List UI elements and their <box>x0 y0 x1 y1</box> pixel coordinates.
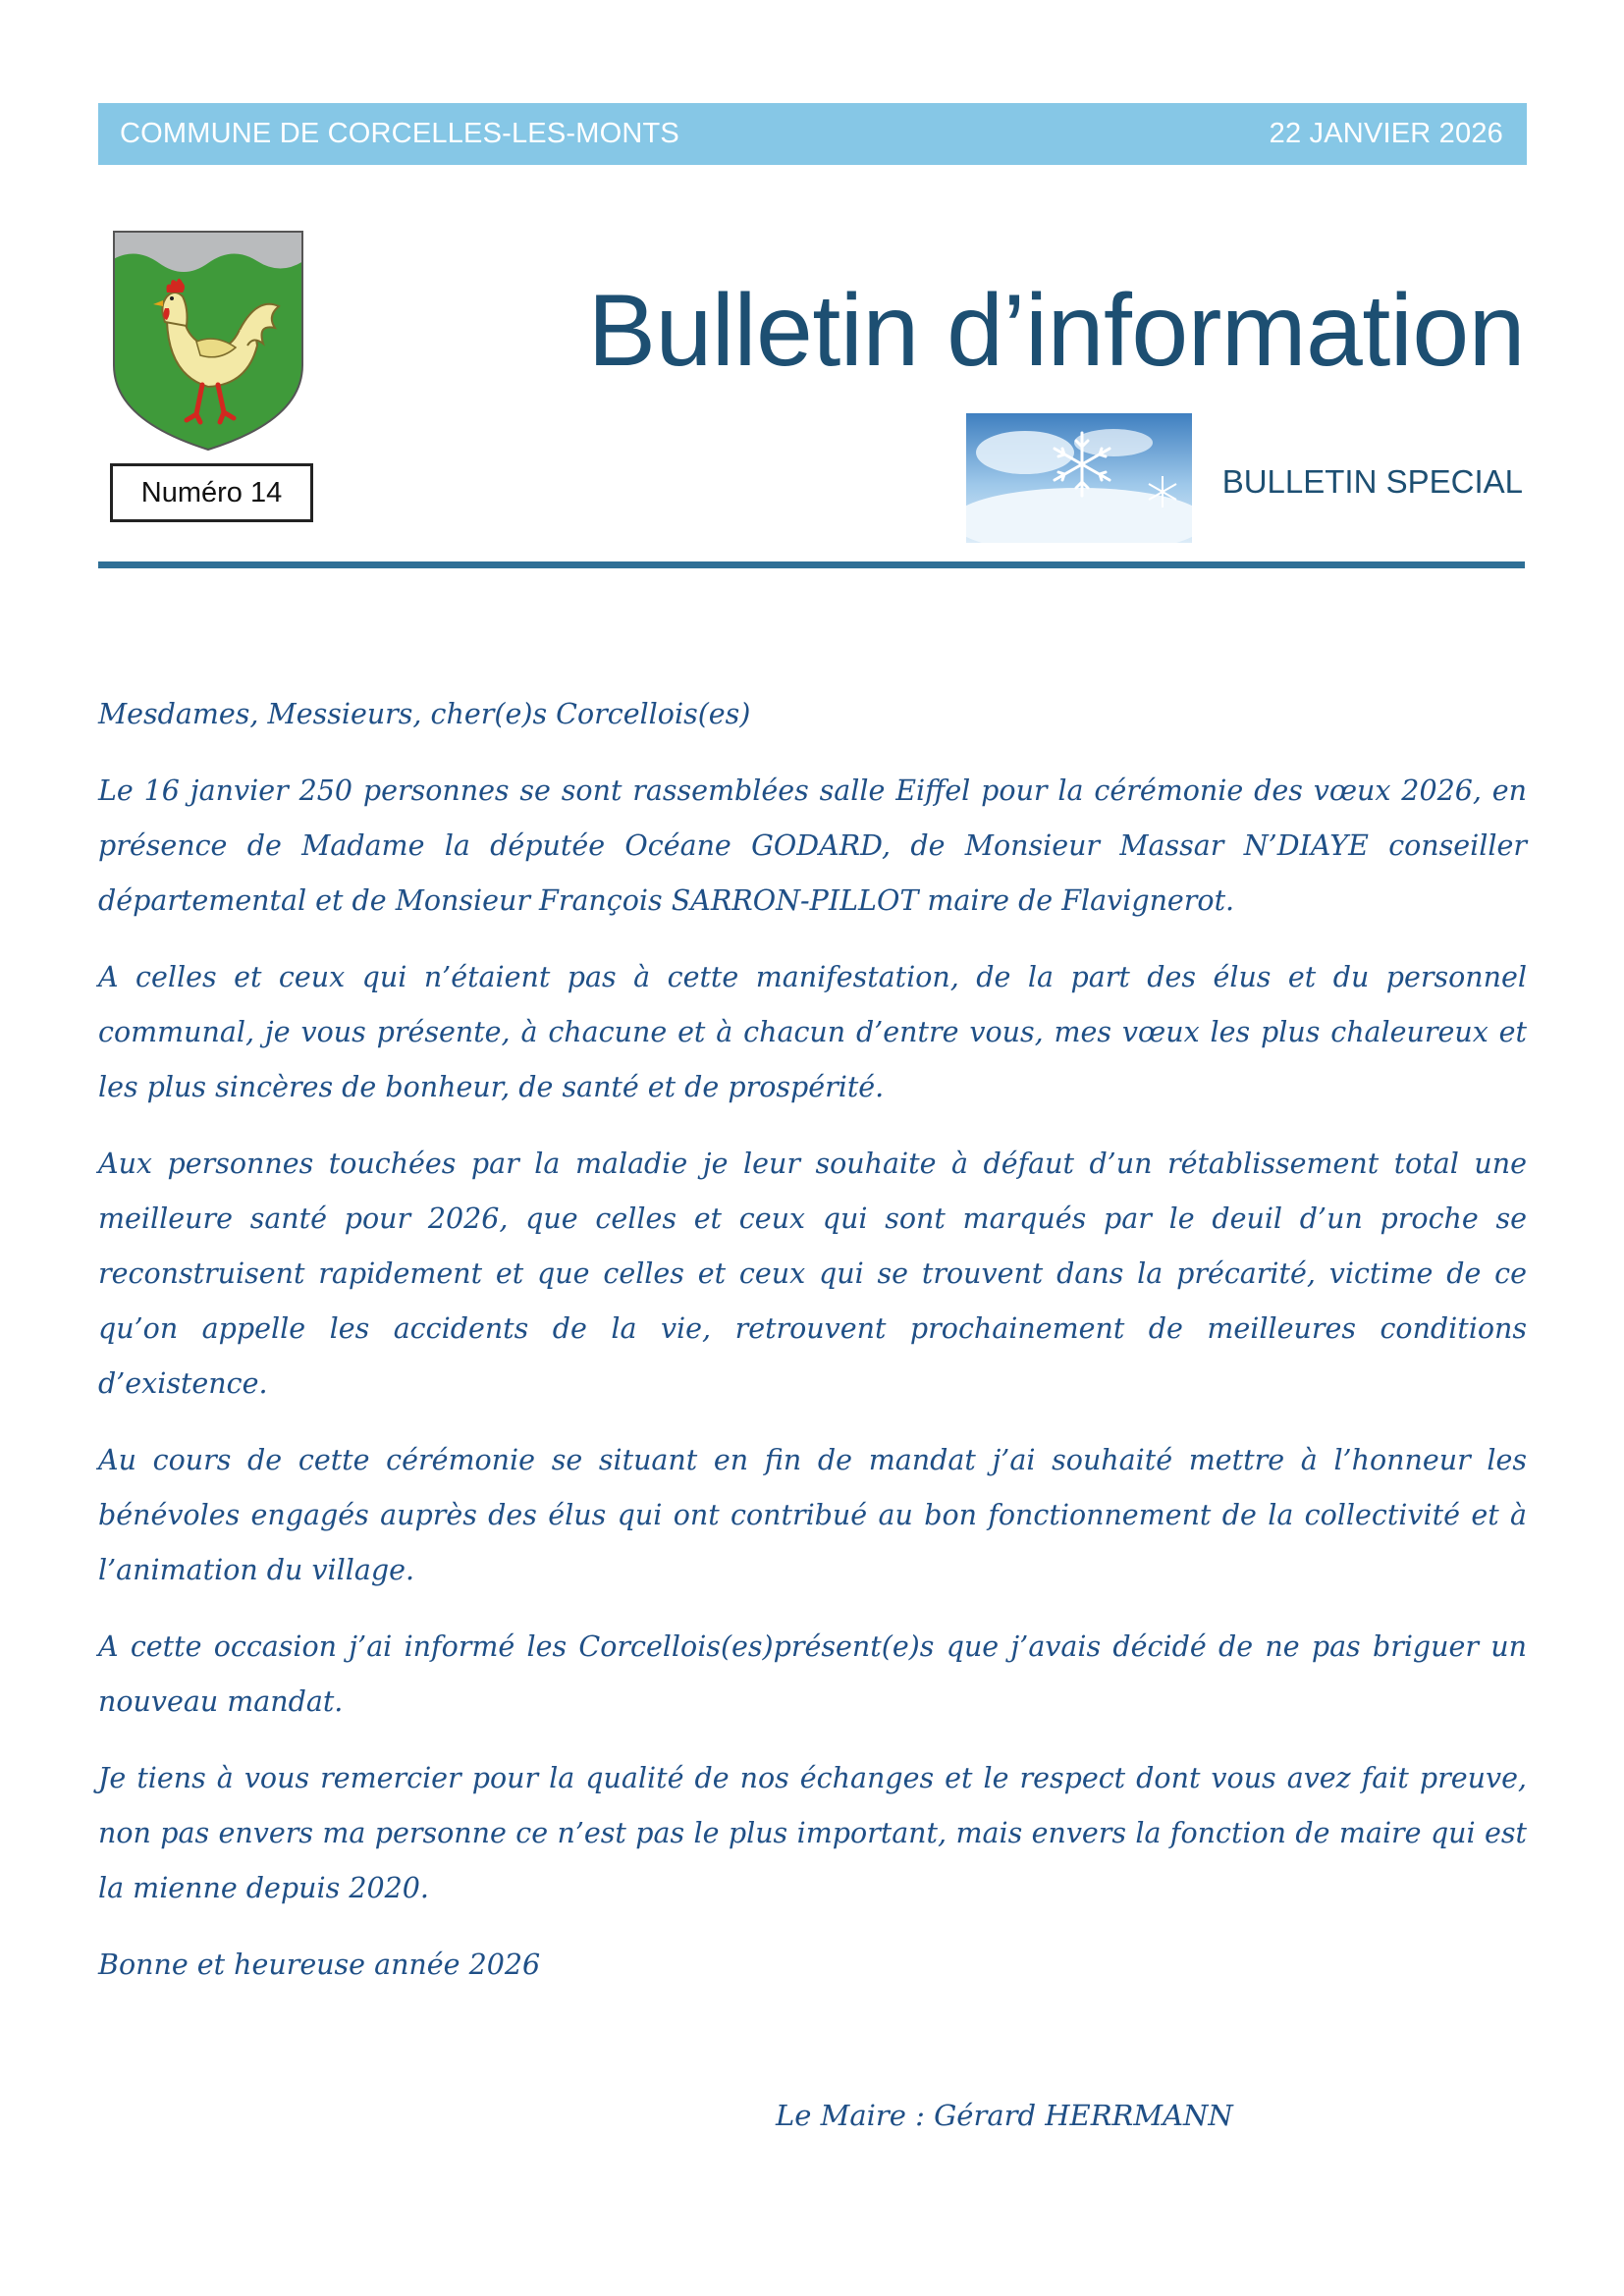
letter-greeting: Mesdames, Messieurs, cher(e)s Corcellois(es) <box>98 698 751 730</box>
letter-paragraph: Au cours de cette cérémonie se situant en fin de mandat j’ai souhaité mettre à l’honneur les bénévoles engagés auprès des élus qui ont contribué au bon fonctionnement de la collectivité et à l’animation du village. <box>98 1444 1527 1586</box>
letter-paragraph: Aux personnes touchées par la maladie je leur souhaite à défaut d’un rétablissement total une meilleure santé pour 2026, que celles et ceux qui sont marqués par le deuil d’un proche se reconstruisent rapidement et que celles et ceux qui se trouvent dans la précarité, victime de ce qu’on appelle les accidents de la vie, retrouvent prochainement de meilleures conditions d’existence. <box>98 1148 1527 1400</box>
header-bar <box>98 103 1527 165</box>
snowflake-picture <box>966 413 1192 543</box>
commune-name: COMMUNE DE CORCELLES-LES-MONTS <box>120 118 679 149</box>
bulletin-date: 22 JANVIER 2026 <box>1269 118 1503 149</box>
letter-closing: Bonne et heureuse année 2026 <box>98 1949 541 1981</box>
header-divider <box>98 561 1525 568</box>
shield-with-rooster-icon <box>110 228 306 454</box>
mayor-letter <box>98 687 1527 1993</box>
mayor-signature: Le Maire : Gérard HERRMANN <box>776 2099 1233 2132</box>
page-title: Bulletin d’information <box>587 274 1525 388</box>
letter-paragraph: Je tiens à vous remercier pour la qualité de nos échanges et le respect dont vous avez fait preuve, non pas envers ma personne ce n’est pas le plus important, mais envers la fonction de maire qui est la mienne depuis 2020. <box>98 1762 1527 1904</box>
letter-paragraph: A celles et ceux qui n’étaient pas à cette manifestation, de la part des élus et du personnel communal, je vous présente, à chacune et à chacun d’entre vous, mes vœux les plus chaleureux et les plus sincères de bonheur, de santé et de prospérité. <box>98 961 1527 1103</box>
letter-paragraph: Le 16 janvier 250 personnes se sont rassemblées salle Eiffel pour la cérémonie des vœux 2026, en présence de Madame la députée Océane GODARD, de Monsieur Massar N’DIAYE conseiller départemental et de Monsieur François SARRON-PILLOT maire de Flavignerot. <box>98 774 1527 917</box>
issue-number-box: Numéro 14 <box>110 463 313 522</box>
special-edition-label: BULLETIN SPECIAL <box>1221 463 1523 500</box>
letter-paragraph: A cette occasion j’ai informé les Corcellois(es)présent(e)s que j’avais décidé de ne pas briguer un nouveau mandat. <box>98 1630 1527 1718</box>
